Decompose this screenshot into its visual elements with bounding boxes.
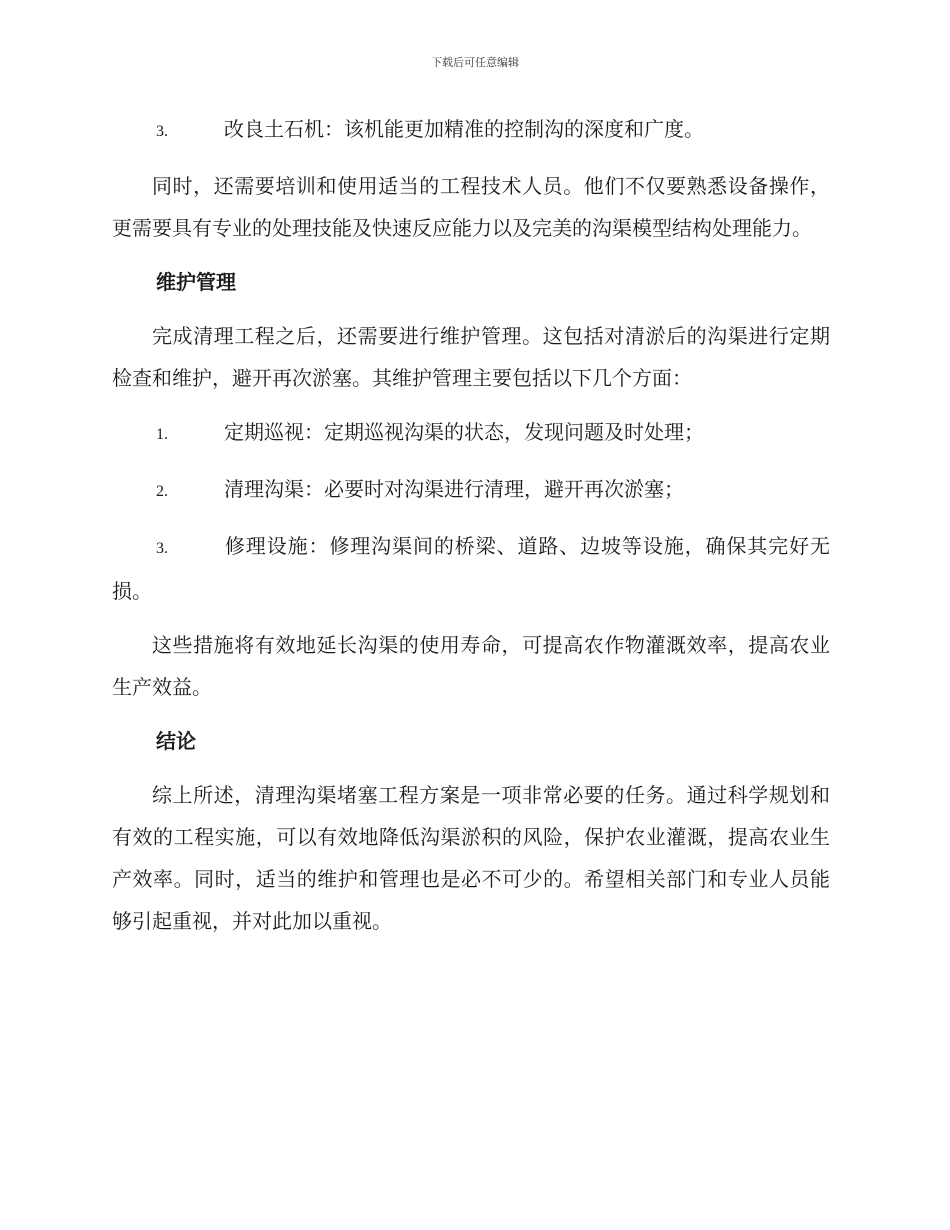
list-item-patrol — [112, 411, 830, 456]
page-header: 下载后可任意编辑 — [431, 56, 519, 69]
list-item-cleaning — [112, 468, 830, 513]
list-number: 2. — [156, 483, 168, 500]
list-number: 3. — [156, 540, 168, 557]
paragraph-conclusion: 综上所述，清理沟渠堵塞工程方案是一项非常必要的任务。通过科学规划和有效的工程实施，可以有效地降低沟渠淤积的风险，保护农业灌溉，提高农业生产效率。同时，适当的维护和管理也是必不可少的。希望相关部门和专业人员能够引起重视，并对此加以重视。 — [112, 783, 830, 933]
list-text: 改良土石机：该机能更加精准的控制沟的深度和广度。 — [224, 117, 704, 141]
list-item-repair — [112, 525, 830, 612]
list-text: 定期巡视：定期巡视沟渠的状态，发现问题及时处理； — [224, 420, 704, 444]
list-item-improved-excavator — [112, 108, 830, 153]
list-text: 清理沟渠：必要时对沟渠进行清理，避开再次淤塞； — [224, 477, 684, 501]
list-number: 3. — [156, 123, 168, 140]
section-heading-maintenance: 维护管理 — [156, 270, 236, 294]
paragraph-maintenance-intro: 完成清理工程之后，还需要进行维护管理。这包括对清淤后的沟渠进行定期检查和维护，避开再次淤塞。其维护管理主要包括以下几个方面： — [112, 324, 830, 390]
paragraph-benefits: 这些措施将有效地延长沟渠的使用寿命，可提高农作物灌溉效率，提高农业生产效益。 — [112, 633, 830, 699]
list-number: 1. — [156, 426, 168, 443]
section-heading-conclusion: 结论 — [156, 729, 196, 753]
document-body — [112, 108, 830, 954]
list-text: 修理设施：修理沟渠间的桥梁、道路、边坡等设施，确保其完好无损。 — [112, 534, 830, 603]
paragraph-technical-staff: 同时，还需要培训和使用适当的工程技术人员。他们不仅要熟悉设备操作，更需要具有专业的处理技能及快速反应能力以及完美的沟渠模型结构处理能力。 — [112, 174, 830, 240]
